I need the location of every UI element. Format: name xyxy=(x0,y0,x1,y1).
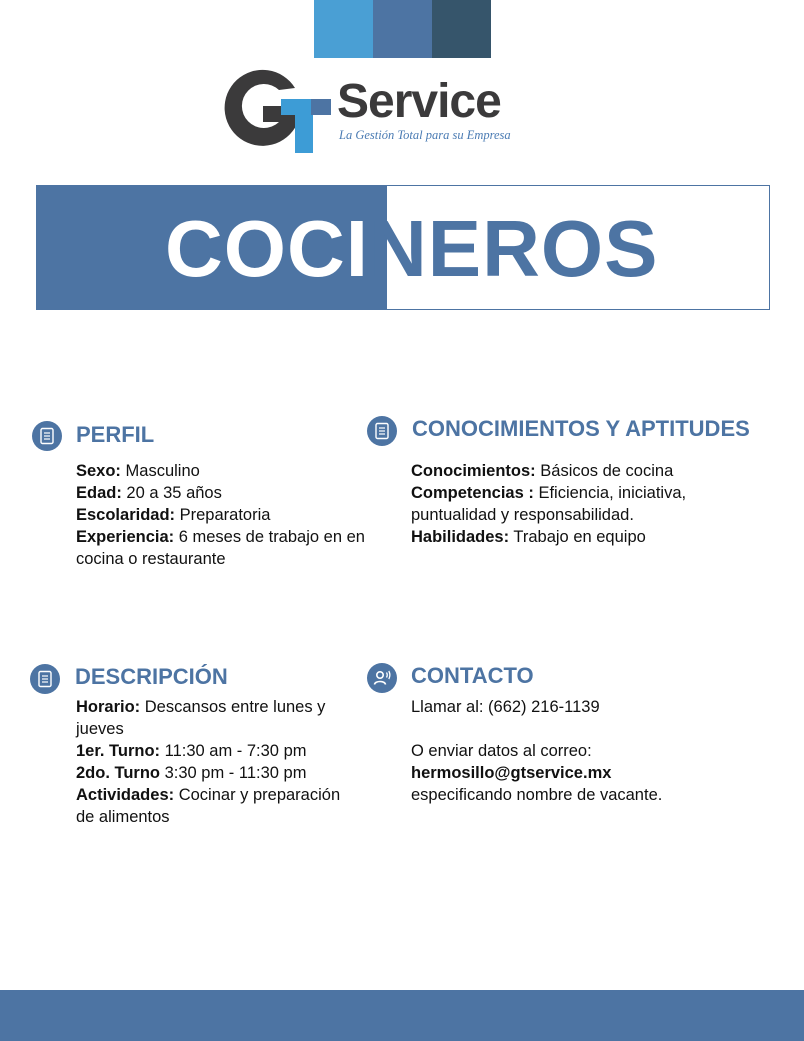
descripcion-line-value: 3:30 pm - 11:30 pm xyxy=(160,764,307,782)
conocimientos-line-value: Trabajo en equipo xyxy=(509,528,646,546)
top-bar-mid xyxy=(373,0,432,58)
perfil-line-label: Experiencia: xyxy=(76,528,175,546)
page-title xyxy=(165,199,659,299)
descripcion-line-label: Horario: xyxy=(76,698,141,716)
conocimientos-line xyxy=(411,460,741,482)
descripcion-body xyxy=(76,696,361,828)
descripcion-line xyxy=(76,696,361,740)
perfil-line-label: Sexo: xyxy=(76,462,121,480)
gt-logo-mark xyxy=(217,66,337,156)
perfil-line xyxy=(76,526,376,570)
perfil-body xyxy=(76,460,376,570)
perfil-title: PERFIL xyxy=(76,422,155,447)
perfil-line-value: Masculino xyxy=(120,462,200,480)
document-icon xyxy=(30,664,60,694)
perfil-line-value: 20 a 35 años xyxy=(121,484,222,502)
perfil-line xyxy=(76,504,376,526)
contact-email-note: especificando nombre de vacante. xyxy=(411,786,663,804)
descripcion-title: DESCRIPCIÓN xyxy=(75,664,228,689)
contact-phone: Llamar al: (662) 216-1139 xyxy=(411,698,600,716)
descripcion-line xyxy=(76,762,361,784)
descripcion-line-value: Cocinar y preparación de alimentos xyxy=(76,786,341,826)
title-banner xyxy=(36,185,770,310)
document-icon xyxy=(32,421,62,451)
conocimientos-line-label: Habilidades: xyxy=(411,528,510,546)
perfil-line-label: Escolaridad: xyxy=(76,506,176,524)
conocimientos-line xyxy=(411,482,741,526)
footer-bar xyxy=(0,990,804,1041)
conocimientos-line-label: Competencias : xyxy=(411,484,534,502)
perfil-line-label: Edad: xyxy=(76,484,122,502)
descripcion-line-value: Descansos entre lunes y jueves xyxy=(76,698,326,738)
top-bar-light xyxy=(314,0,373,58)
descripcion-line-label: Actividades: xyxy=(76,786,175,804)
descripcion-line xyxy=(76,784,361,828)
title-right: NEROS xyxy=(369,204,659,293)
contact-email-intro: O enviar datos al correo: xyxy=(411,742,592,760)
conocimientos-title: CONOCIMIENTOS Y APTITUDES xyxy=(412,416,750,441)
conocimientos-line-value: Eficiencia, iniciativa, puntualidad y responsabilidad. xyxy=(411,484,687,524)
logo-tagline: La Gestión Total para su Empresa xyxy=(339,128,511,142)
conocimientos-line xyxy=(411,526,741,548)
conocimientos-body xyxy=(411,460,741,548)
perfil-line xyxy=(76,482,376,504)
descripcion-line-label: 1er. Turno: xyxy=(76,742,161,760)
descripcion-line xyxy=(76,740,361,762)
top-bar-dark xyxy=(432,0,491,58)
contacto-body xyxy=(411,696,741,806)
descripcion-line-value: 11:30 am - 7:30 pm xyxy=(160,742,307,760)
gt-service-logo xyxy=(217,66,537,156)
contact-email-link[interactable]: hermosillo@gtservice.mx xyxy=(411,764,612,782)
contacto-title: CONTACTO xyxy=(411,663,534,688)
descripcion-line-label: 2do. Turno xyxy=(76,764,161,782)
logo-wordmark: Service xyxy=(337,75,501,128)
perfil-line-value: Preparatoria xyxy=(175,506,271,524)
perfil-line xyxy=(76,460,376,482)
conocimientos-line-label: Conocimientos: xyxy=(411,462,536,480)
top-color-bars xyxy=(314,0,491,58)
title-left: COCI xyxy=(165,204,369,293)
conocimientos-line-value: Básicos de cocina xyxy=(535,462,674,480)
contact-person-icon xyxy=(367,663,397,693)
document-icon xyxy=(367,416,397,446)
perfil-line-value: 6 meses de trabajo en en cocina o restaurante xyxy=(76,528,365,568)
